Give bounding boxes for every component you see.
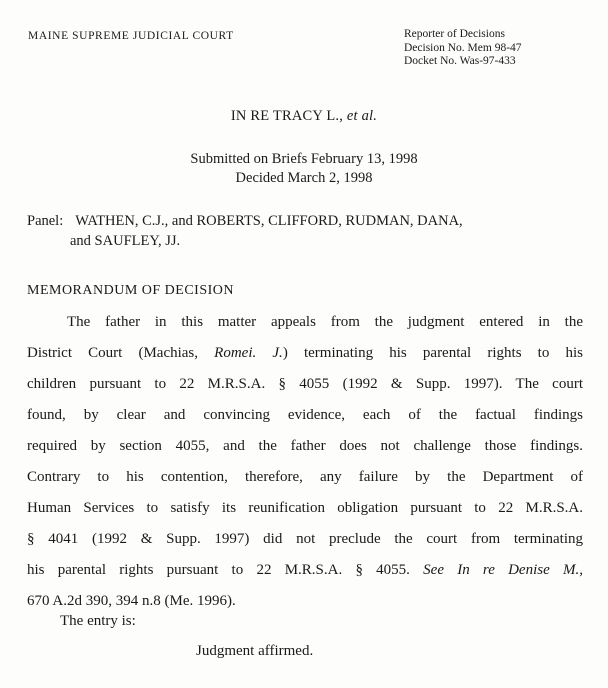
judgment-disposition: Judgment affirmed. (196, 643, 314, 659)
dates-block (0, 150, 608, 188)
body-line-9 (27, 555, 583, 586)
decision-number: Decision No. Mem 98-47 (404, 41, 522, 54)
panel-block (27, 211, 583, 251)
entry-lead: The entry is: (60, 613, 136, 629)
memorandum-body (27, 307, 583, 617)
memorandum-heading: MEMORANDUM OF DECISION (27, 283, 235, 298)
body-line-5: required by section 4055, and the father does not challenge those findings. (27, 438, 583, 454)
case-title-et-al: et al. (346, 108, 378, 124)
panel-line2: and SAUFLEY, JJ. (70, 233, 181, 249)
body-line-3: children pursuant to 22 M.R.S.A. § 4055 (1992 & Supp. 1997). The court (27, 376, 583, 392)
body-line-4: found, by clear and convincing evidence, each of the factual findings (27, 407, 583, 423)
panel-line1 (27, 211, 583, 231)
body-line-2-post: ) terminating his parental rights to his (282, 345, 583, 361)
case-title (0, 108, 608, 125)
body-line-8: § 4041 (1992 & Supp. 1997) did not preclude the court from terminating (27, 531, 583, 547)
panel-label: Panel: (27, 213, 64, 229)
body-line-1: The father in this matter appeals from the judgment entered in the (67, 314, 583, 330)
judge-citation-italic: Romei. J. (214, 345, 283, 361)
decided-date: Decided March 2, 1998 (235, 170, 373, 186)
body-line-9-pre: his parental rights pursuant to 22 M.R.S.A. § 4055. (27, 562, 424, 578)
submitted-date: Submitted on Briefs February 13, 1998 (190, 151, 418, 167)
docket-number: Docket No. Was-97-433 (404, 55, 516, 67)
reporter-block (404, 28, 522, 69)
reporter-line: Reporter of Decisions (404, 28, 505, 40)
body-line-7: Human Services to satisfy its reunification obligation pursuant to 22 M.R.S.A. (27, 500, 583, 516)
body-line-2-pre: District Court (Machias, (27, 345, 215, 361)
case-title-text: IN RE TRACY L., (230, 108, 347, 124)
panel-judges: WATHEN, C.J., and ROBERTS, CLIFFORD, RUDMAN, DANA, (75, 213, 463, 229)
court-name: MAINE SUPREME JUDICIAL COURT (28, 30, 234, 42)
body-line-2 (27, 338, 583, 369)
body-line-10: 670 A.2d 390, 394 n.8 (Me. 1996). (27, 593, 236, 609)
case-citation-italic: See In re Denise M., (423, 562, 583, 578)
body-line-6: Contrary to his contention, therefore, any failure by the Department of (27, 469, 583, 485)
